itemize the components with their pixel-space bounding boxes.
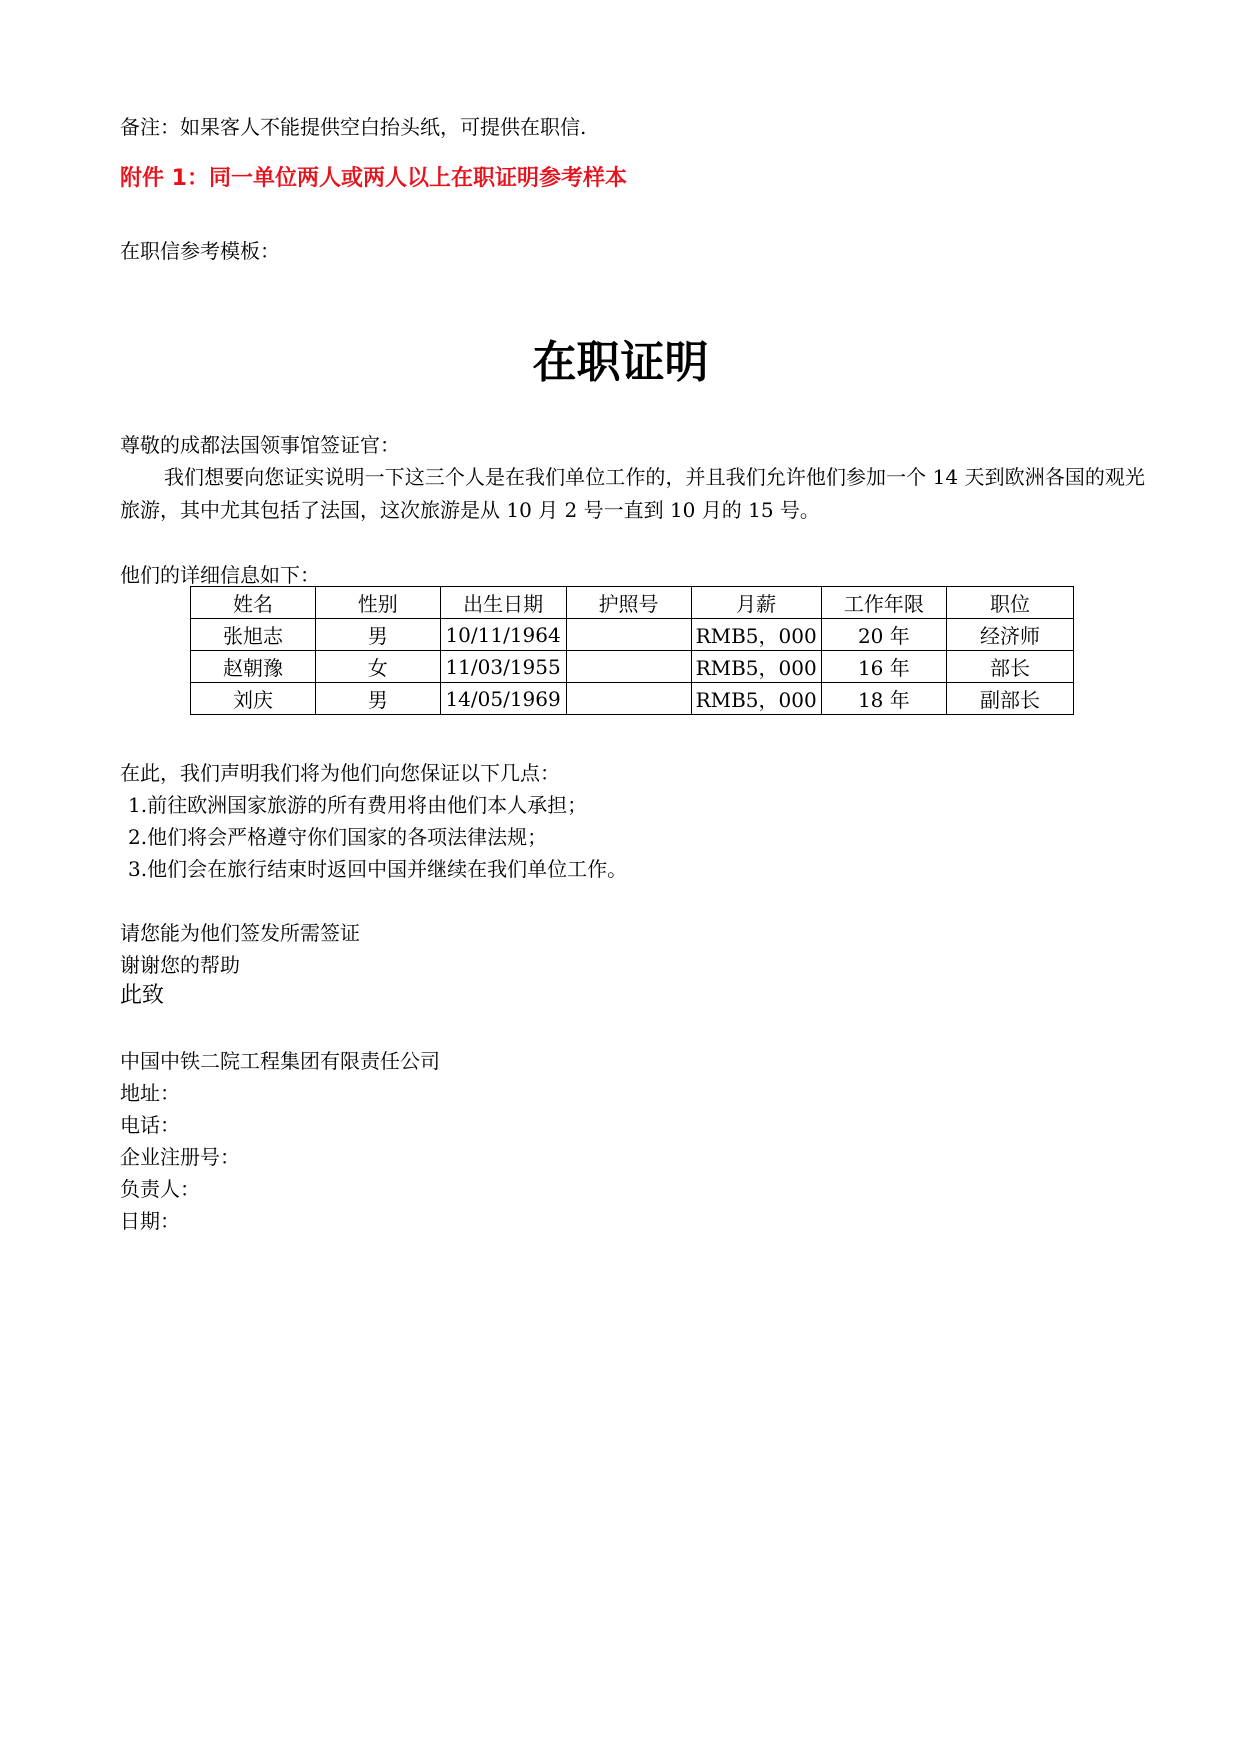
table-row	[191, 683, 1074, 715]
employee-table	[190, 586, 1074, 715]
header-position: 职位	[947, 587, 1074, 619]
cell-years: 18 年	[821, 683, 946, 715]
details-intro: 他们的详细信息如下：	[120, 563, 320, 587]
cell-position: 副部长	[947, 683, 1074, 715]
cell-gender: 女	[315, 651, 440, 683]
cell-passport	[566, 683, 691, 715]
table-header-row	[191, 587, 1074, 619]
cell-passport	[566, 651, 691, 683]
letter-body: 我们想要向您证实说明一下这三个人是在我们单位工作的，并且我们允许他们参加一个 14 天到欧洲各国的观光旅游，其中尤其包括了法国，这次旅游是从 10 月 2 号一直到 10 月的 15 号。	[120, 465, 1145, 522]
letter-title: 在职证明	[532, 337, 709, 388]
address-label: 地址：	[120, 1081, 180, 1105]
cell-years: 16 年	[821, 651, 946, 683]
header-salary: 月薪	[691, 587, 821, 619]
date-label: 日期：	[120, 1209, 180, 1233]
declaration-item-1: 1.前往欧洲国家旅游的所有费用将由他们本人承担；	[128, 793, 588, 817]
closing-text: 此致	[120, 983, 165, 1008]
header-years: 工作年限	[821, 587, 946, 619]
header-name: 姓名	[191, 587, 316, 619]
cell-position: 经济师	[947, 619, 1074, 651]
cell-salary: RMB5，000	[691, 651, 821, 683]
table-row	[191, 651, 1074, 683]
cell-birthdate: 14/05/1969	[440, 683, 566, 715]
registration-label: 企业注册号：	[120, 1145, 240, 1169]
cell-passport	[566, 619, 691, 651]
cell-name: 张旭志	[191, 619, 316, 651]
phone-label: 电话：	[120, 1113, 180, 1137]
declaration-item-2: 2.他们将会严格遵守你们国家的各项法律法规；	[128, 825, 548, 849]
cell-name: 赵朝豫	[191, 651, 316, 683]
cell-position: 部长	[947, 651, 1074, 683]
cell-name: 刘庆	[191, 683, 316, 715]
attachment-title: 附件 1：同一单位两人或两人以上在职证明参考样本	[120, 166, 627, 191]
salutation: 尊敬的成都法国领事馆签证官：	[120, 433, 400, 457]
cell-years: 20 年	[821, 619, 946, 651]
header-birthdate: 出生日期	[440, 587, 566, 619]
table-row	[191, 619, 1074, 651]
company-name: 中国中铁二院工程集团有限责任公司	[120, 1049, 440, 1073]
cell-birthdate: 10/11/1964	[440, 619, 566, 651]
visa-request: 请您能为他们签发所需签证	[120, 921, 360, 945]
cell-birthdate: 11/03/1955	[440, 651, 566, 683]
responsible-person-label: 负责人：	[120, 1177, 200, 1201]
declaration-item-3: 3.他们会在旅行结束时返回中国并继续在我们单位工作。	[128, 857, 628, 881]
header-passport: 护照号	[566, 587, 691, 619]
header-gender: 性别	[315, 587, 440, 619]
cell-gender: 男	[315, 683, 440, 715]
cell-gender: 男	[315, 619, 440, 651]
thanks-text: 谢谢您的帮助	[120, 953, 240, 977]
template-label: 在职信参考模板：	[120, 239, 280, 263]
declaration: 在此，我们声明我们将为他们向您保证以下几点：	[120, 761, 560, 785]
cell-salary: RMB5，000	[691, 619, 821, 651]
note-text: 备注：如果客人不能提供空白抬头纸，可提供在职信.	[120, 115, 587, 139]
cell-salary: RMB5，000	[691, 683, 821, 715]
